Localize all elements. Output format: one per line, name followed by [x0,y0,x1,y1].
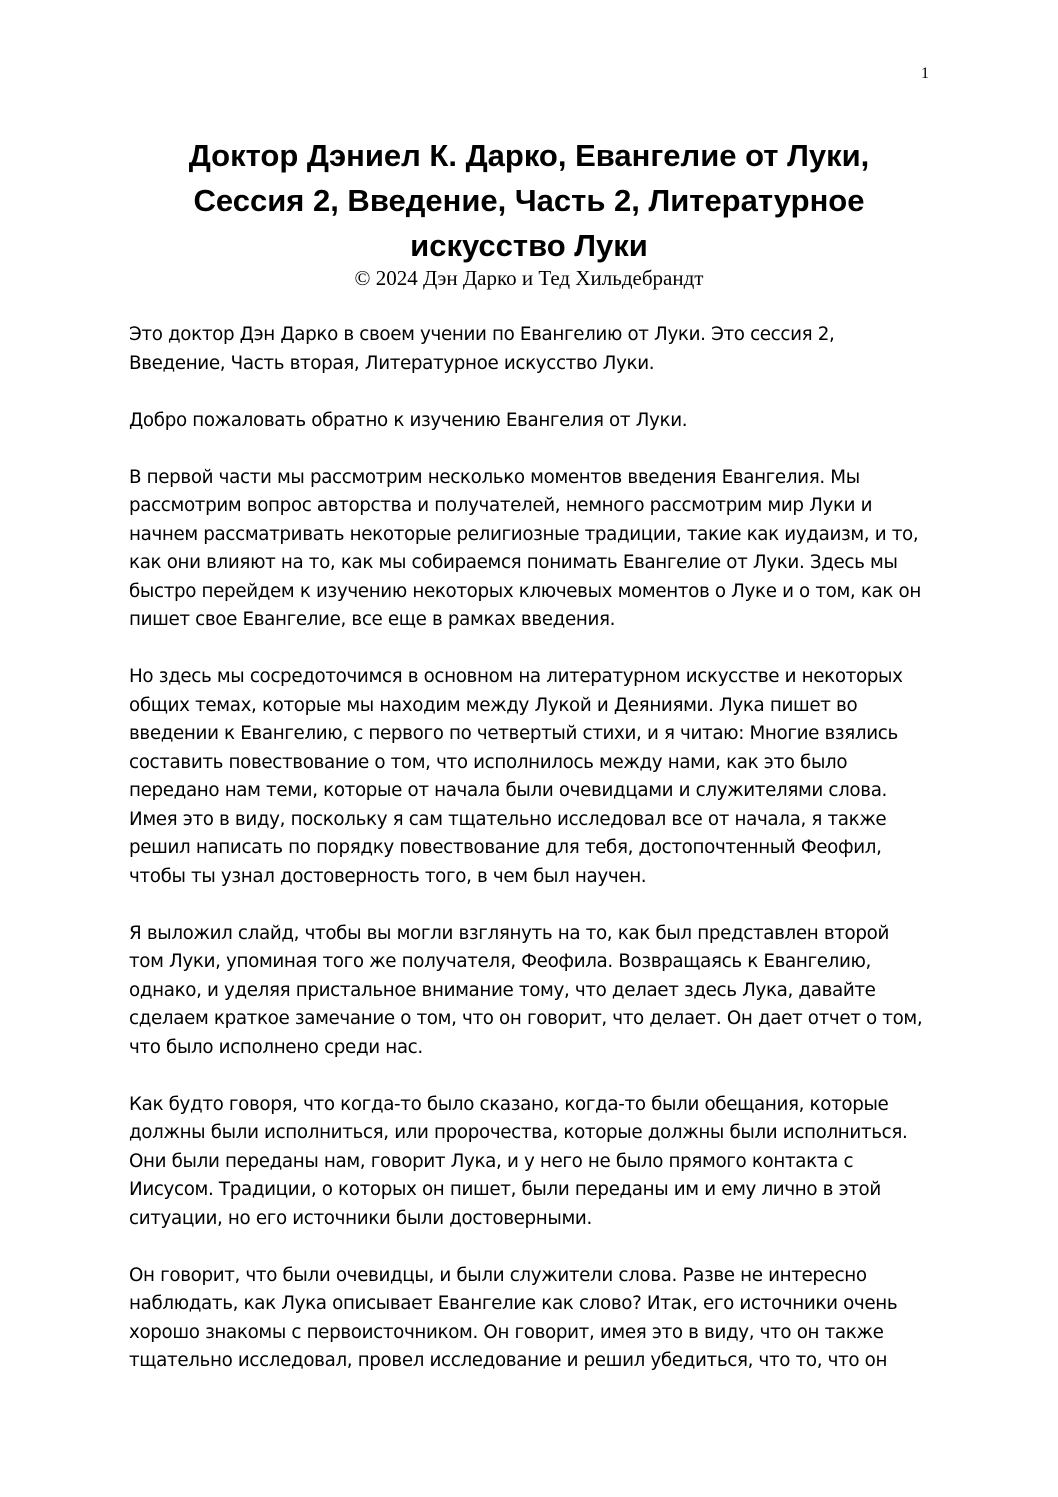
title-line-1: Доктор Дэниел К. Дарко, Евангелие от Луки, [188,138,870,173]
document-body [129,321,929,1404]
paragraph-welcome: Добро пожаловать обратно к изучению Евангелия от Луки. [129,409,688,431]
document-title [100,133,958,268]
copyright-line: © 2024 Дэн Дарко и Тед Хильдебрандт [354,266,704,290]
paragraph-promises: Как будто говоря, что когда-то было сказано, когда-то были обещания, которые должны были исполниться, или пророчества, которые должны были исполниться. Они были переданы нам, говорит Лука, и у него не было прямого контакта с Иисусом. Традиции, о которых он пишет, были переданы им и ему лично в этой ситуации, но его источники были достоверными. [129,1093,908,1229]
paragraph-intro: Это доктор Дэн Дарко в своем учении по Евангелию от Луки. Это сессия 2, Введение, Часть вторая, Литературное искусство Луки. [129,324,835,374]
paragraph-slide: Я выложил слайд, чтобы вы могли взглянуть на то, как был представлен второй том Луки, упоминая того же получателя, Феофила. Возвращаясь к Евангелию, однако, и уделяя пристальное внимание тому, что делает здесь Лука, давайте сделаем краткое замечание о том, что он говорит, что делает. Он дает отчет о том, что было исполнено среди нас. [129,922,923,1058]
page-number: 1 [921,65,929,82]
paragraph-literary-art: Но здесь мы сосредоточимся в основном на литературном искусстве и некоторых общих темах, которые мы находим между Лукой и Деяниями. Лука пишет во введении к Евангелию, с первого по четвертый стихи, и я читаю: Многие взялись составить повествование о том, что исполнилось между нами, как это было передано нам теми, которые от начала были очевидцами и служителями слова. Имея это в виду, поскольку я сам тщательно исследовал все от начала, я также решил написать по порядку повествование для тебя, достопочтенный Феофил, чтобы ты узнал достоверность того, в чем был научен. [129,666,903,887]
title-line-2: Сессия 2, Введение, Часть 2, Литературное [193,183,865,218]
paragraph-eyewitnesses: Он говорит, что были очевидцы, и были служители слова. Разве не интересно наблюдать, как Лука описывает Евангелие как слово? Итак, его источники очень хорошо знакомы с первоисточником. Он говорит, имея это в виду, что он также тщательно исследовал, провел исследование и решил убедиться, что то, что он [129,1264,898,1371]
paragraph-first-part: В первой части мы рассмотрим несколько моментов введения Евангелия. Мы рассмотрим вопрос авторства и получателей, немного рассмотрим мир Луки и начнем рассматривать некоторые религиозные традиции, такие как иудаизм, и то, как они влияют на то, как мы собираемся понимать Евангелие от Луки. Здесь мы быстро перейдем к изучению некоторых ключевых моментов о Луке и о том, как он пишет свое Евангелие, все еще в рамках введения. [129,466,921,630]
title-line-3: искусство Луки [410,228,648,263]
